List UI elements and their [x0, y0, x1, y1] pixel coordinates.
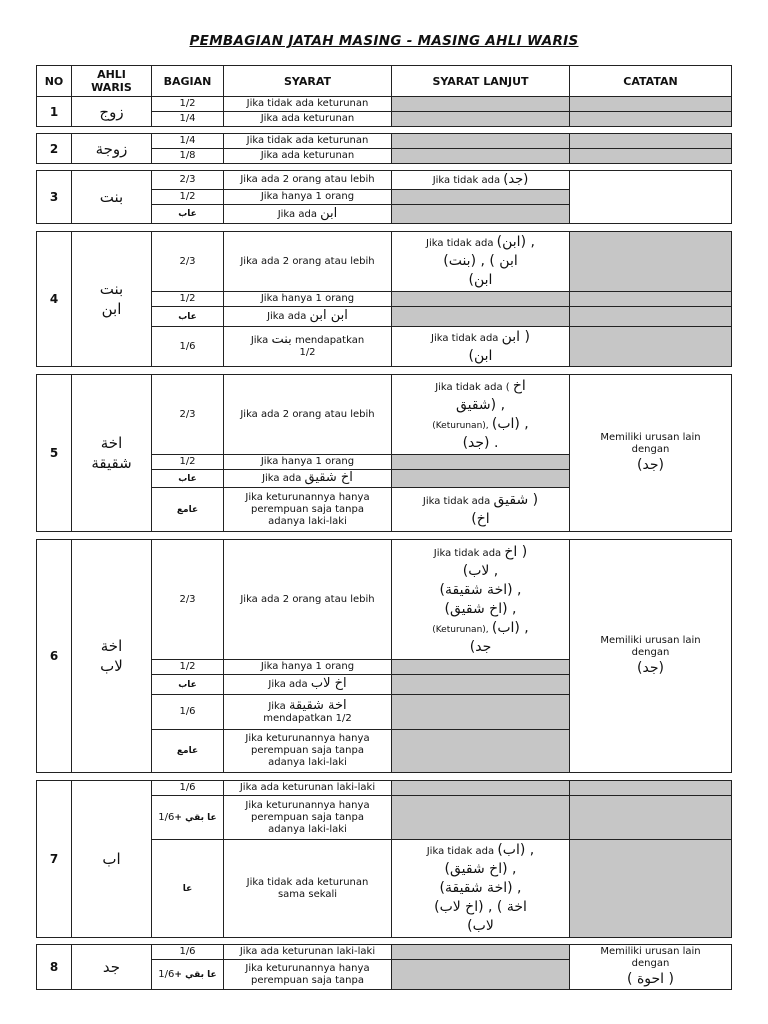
syarat-lanjut-cell: Jika tidak ada ابن ) (ابن	[392, 327, 570, 367]
syarat-cell: Jika ada 2 orang atau lebih	[224, 540, 392, 660]
empty-cell	[392, 112, 570, 127]
empty-cell	[392, 149, 570, 164]
syarat-lanjut-cell: Jika tidak ada ( اخ شقيق) , (Keturunan), (اب) , (جد) .	[392, 375, 570, 455]
catatan-cell	[570, 171, 732, 224]
bagian-cell: 1/2	[152, 190, 224, 205]
syarat-cell: Jika ada keturunan	[224, 149, 392, 164]
row-number: 8	[37, 945, 72, 990]
empty-cell	[392, 307, 570, 327]
header-catatan: CATATAN	[570, 66, 732, 97]
group-7	[36, 780, 732, 938]
syarat-cell: Jika ada اخ شقيق	[224, 470, 392, 488]
syarat-cell: Jika ada اخ لاب	[224, 675, 392, 695]
syarat-cell: Jika ada 2 orang atau lebih	[224, 171, 392, 190]
header-syarat-lanjut: SYARAT LANJUT	[392, 66, 570, 97]
row-number: 4	[37, 232, 72, 367]
empty-cell	[570, 327, 732, 367]
empty-cell	[392, 960, 570, 990]
syarat-cell: Jika ada keturunan laki-laki	[224, 781, 392, 796]
row-number: 7	[37, 781, 72, 938]
empty-cell	[392, 675, 570, 695]
bagian-cell: 1/8	[152, 149, 224, 164]
syarat-cell: Jika ada ابن	[224, 205, 392, 224]
syarat-cell: Jika ada keturunan	[224, 112, 392, 127]
empty-cell	[392, 730, 570, 773]
group-3	[36, 170, 732, 224]
syarat-cell: Jika keturunannya hanya perempuan saja tanpa adanya laki-laki	[224, 730, 392, 773]
ahli-waris-name: جد	[72, 945, 152, 990]
syarat-cell: Jika hanya 1 orang	[224, 190, 392, 205]
bagian-cell: عامع	[152, 730, 224, 773]
catatan-cell: Memiliki urusan lain dengan ( احوة )	[570, 945, 732, 990]
syarat-cell: Jika hanya 1 orang	[224, 455, 392, 470]
syarat-cell: Jika ada 2 orang atau lebih	[224, 375, 392, 455]
syarat-cell: Jika اخة شقيقة mendapatkan 1/2	[224, 695, 392, 730]
empty-cell	[392, 695, 570, 730]
syarat-cell: Jika hanya 1 orang	[224, 292, 392, 307]
empty-cell	[570, 149, 732, 164]
row-number: 6	[37, 540, 72, 773]
empty-cell	[392, 190, 570, 205]
syarat-cell: Jika tidak ada keturunan	[224, 97, 392, 112]
syarat-cell: Jika tidak ada keturunan	[224, 134, 392, 149]
bagian-cell: عامع	[152, 488, 224, 532]
bagian-cell: عاب	[152, 675, 224, 695]
empty-cell	[570, 134, 732, 149]
bagian-cell: 1/6+ عا بقي	[152, 960, 224, 990]
empty-cell	[392, 945, 570, 960]
syarat-cell: Jika keturunannya hanya perempuan saja tanpa adanya laki-laki	[224, 796, 392, 840]
syarat-cell: Jika keturunannya hanya perempuan saja tanpa	[224, 960, 392, 990]
syarat-lanjut-cell: Jika tidak ada (اب) , (اخ شقيق) , (اخة شقيقة) , (اخ لاب) , ( اخة (لاب	[392, 840, 570, 938]
empty-cell	[570, 112, 732, 127]
empty-cell	[392, 134, 570, 149]
group-1	[36, 96, 732, 127]
bagian-cell: عاب	[152, 470, 224, 488]
empty-cell	[392, 205, 570, 224]
empty-cell	[392, 660, 570, 675]
header-syarat: SYARAT	[224, 66, 392, 97]
row-number: 3	[37, 171, 72, 224]
header-no: NO	[37, 66, 72, 97]
row-number: 2	[37, 134, 72, 164]
bagian-cell: عا	[152, 840, 224, 938]
empty-cell	[570, 97, 732, 112]
empty-cell	[570, 796, 732, 840]
empty-cell	[392, 97, 570, 112]
syarat-lanjut-cell: Jika tidak ada شقيق ) (اخ	[392, 488, 570, 532]
bagian-cell: 1/6	[152, 945, 224, 960]
syarat-lanjut-cell: Jika tidak ada اخ ) (لاب , (اخة شقيقة) , (اخ شقيق) , (Keturunan), (اب) , (جد	[392, 540, 570, 660]
row-number: 5	[37, 375, 72, 532]
group-2	[36, 133, 732, 164]
bagian-cell: 1/2	[152, 292, 224, 307]
group-6	[36, 539, 732, 773]
empty-cell	[570, 781, 732, 796]
ahli-waris-name: بنت ابن	[72, 232, 152, 367]
empty-cell	[392, 470, 570, 488]
row-number: 1	[37, 97, 72, 127]
empty-cell	[570, 292, 732, 307]
empty-cell	[570, 307, 732, 327]
bagian-cell: 2/3	[152, 232, 224, 292]
header-ahli-waris: AHLI WARIS	[72, 66, 152, 97]
page-title: PEMBAGIAN JATAH MASING - MASING AHLI WARIS	[189, 33, 579, 49]
syarat-cell: Jika بنت mendapatkan 1/2	[224, 327, 392, 367]
bagian-cell: عاب	[152, 307, 224, 327]
syarat-cell: Jika keturunannya hanya perempuan saja tanpa adanya laki-laki	[224, 488, 392, 532]
empty-cell	[392, 292, 570, 307]
bagian-cell: 1/6+ عا بقي	[152, 796, 224, 840]
empty-cell	[570, 840, 732, 938]
bagian-cell: 1/2	[152, 660, 224, 675]
header-table	[36, 65, 732, 97]
empty-cell	[392, 455, 570, 470]
bagian-cell: 1/6	[152, 781, 224, 796]
catatan-cell: Memiliki urusan lain dengan (جد)	[570, 540, 732, 773]
ahli-waris-name: اب	[72, 781, 152, 938]
header-bagian: BAGIAN	[152, 66, 224, 97]
bagian-cell: 1/2	[152, 97, 224, 112]
bagian-cell: 1/4	[152, 112, 224, 127]
group-8	[36, 944, 732, 990]
bagian-cell: 1/4	[152, 134, 224, 149]
bagian-cell: 2/3	[152, 375, 224, 455]
ahli-waris-name: اخة لاب	[72, 540, 152, 773]
ahli-waris-name: اخة شقيقة	[72, 375, 152, 532]
bagian-cell: 1/6	[152, 327, 224, 367]
ahli-waris-name: زوجة	[72, 134, 152, 164]
empty-cell	[392, 781, 570, 796]
syarat-cell: Jika hanya 1 orang	[224, 660, 392, 675]
bagian-cell: 2/3	[152, 540, 224, 660]
ahli-waris-name: زوج	[72, 97, 152, 127]
syarat-cell: Jika tidak ada keturunan sama sekali	[224, 840, 392, 938]
syarat-cell: Jika ada 2 orang atau lebih	[224, 232, 392, 292]
syarat-lanjut-cell: Jika tidak ada (جد)	[392, 171, 570, 190]
catatan-cell: Memiliki urusan lain dengan (جد)	[570, 375, 732, 532]
bagian-cell: 1/6	[152, 695, 224, 730]
group-4	[36, 231, 732, 367]
syarat-cell: Jika ada keturunan laki-laki	[224, 945, 392, 960]
ahli-waris-name: بنت	[72, 171, 152, 224]
empty-cell	[570, 232, 732, 292]
bagian-cell: 1/2	[152, 455, 224, 470]
syarat-cell: Jika ada ابن ابن	[224, 307, 392, 327]
syarat-lanjut-cell: Jika tidak ada (ابن) , ابن ) , (بنت) (ابن	[392, 232, 570, 292]
bagian-cell: عاب	[152, 205, 224, 224]
bagian-cell: 2/3	[152, 171, 224, 190]
empty-cell	[392, 796, 570, 840]
group-5	[36, 374, 732, 532]
